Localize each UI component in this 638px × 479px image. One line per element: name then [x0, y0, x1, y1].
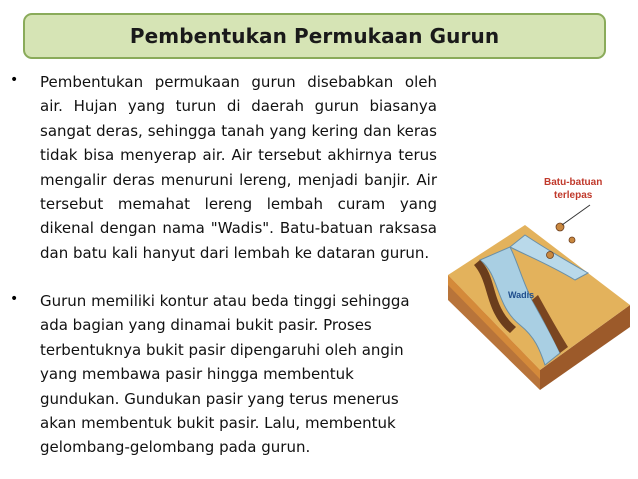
label-pointer — [562, 205, 590, 225]
boulder — [569, 237, 575, 243]
paragraph-dunes: Gurun memiliki kontur atau beda tinggi sehingga ada bagian yang dinamai bukit pasir. Proses terbentuknya bukit pasir dipengaruhi oleh angin yang membawa pasir hingga membentuk gundukan. Gundukan pasir yang terus menerus akan membentuk bukit pasir. Lalu, membentuk gelombang-gelombang pada gurun. — [40, 292, 410, 457]
label-wadis: Wadis — [508, 290, 535, 300]
paragraph-erosion: Pembentukan permukaan gurun disebabkan oleh air. Hujan yang turun di daerah gurun biasanya sangat deras, sehingga tanah yang kering dan keras tidak bisa menyerap air. Air tersebut akhirnya terus mengalir deras menuruni lereng, menjadi banjir. Air tersebut memahat lereng lembah curam yang dikenal dengan nama "Wadis". Batu-batuan raksasa dan batu kali hanyut dari lembah ke dataran gurun. — [40, 73, 437, 262]
label-rocks: Batu-batuan — [544, 177, 603, 188]
label-rocks-second-line: terlepas — [554, 190, 593, 201]
bullet-marker: • — [10, 72, 19, 88]
boulder — [547, 252, 554, 259]
wadi-illustration — [440, 165, 636, 390]
slide-title: Pembentukan Permukaan Gurun — [129, 24, 500, 48]
bullet-marker: • — [10, 291, 19, 307]
title-banner — [23, 13, 606, 59]
